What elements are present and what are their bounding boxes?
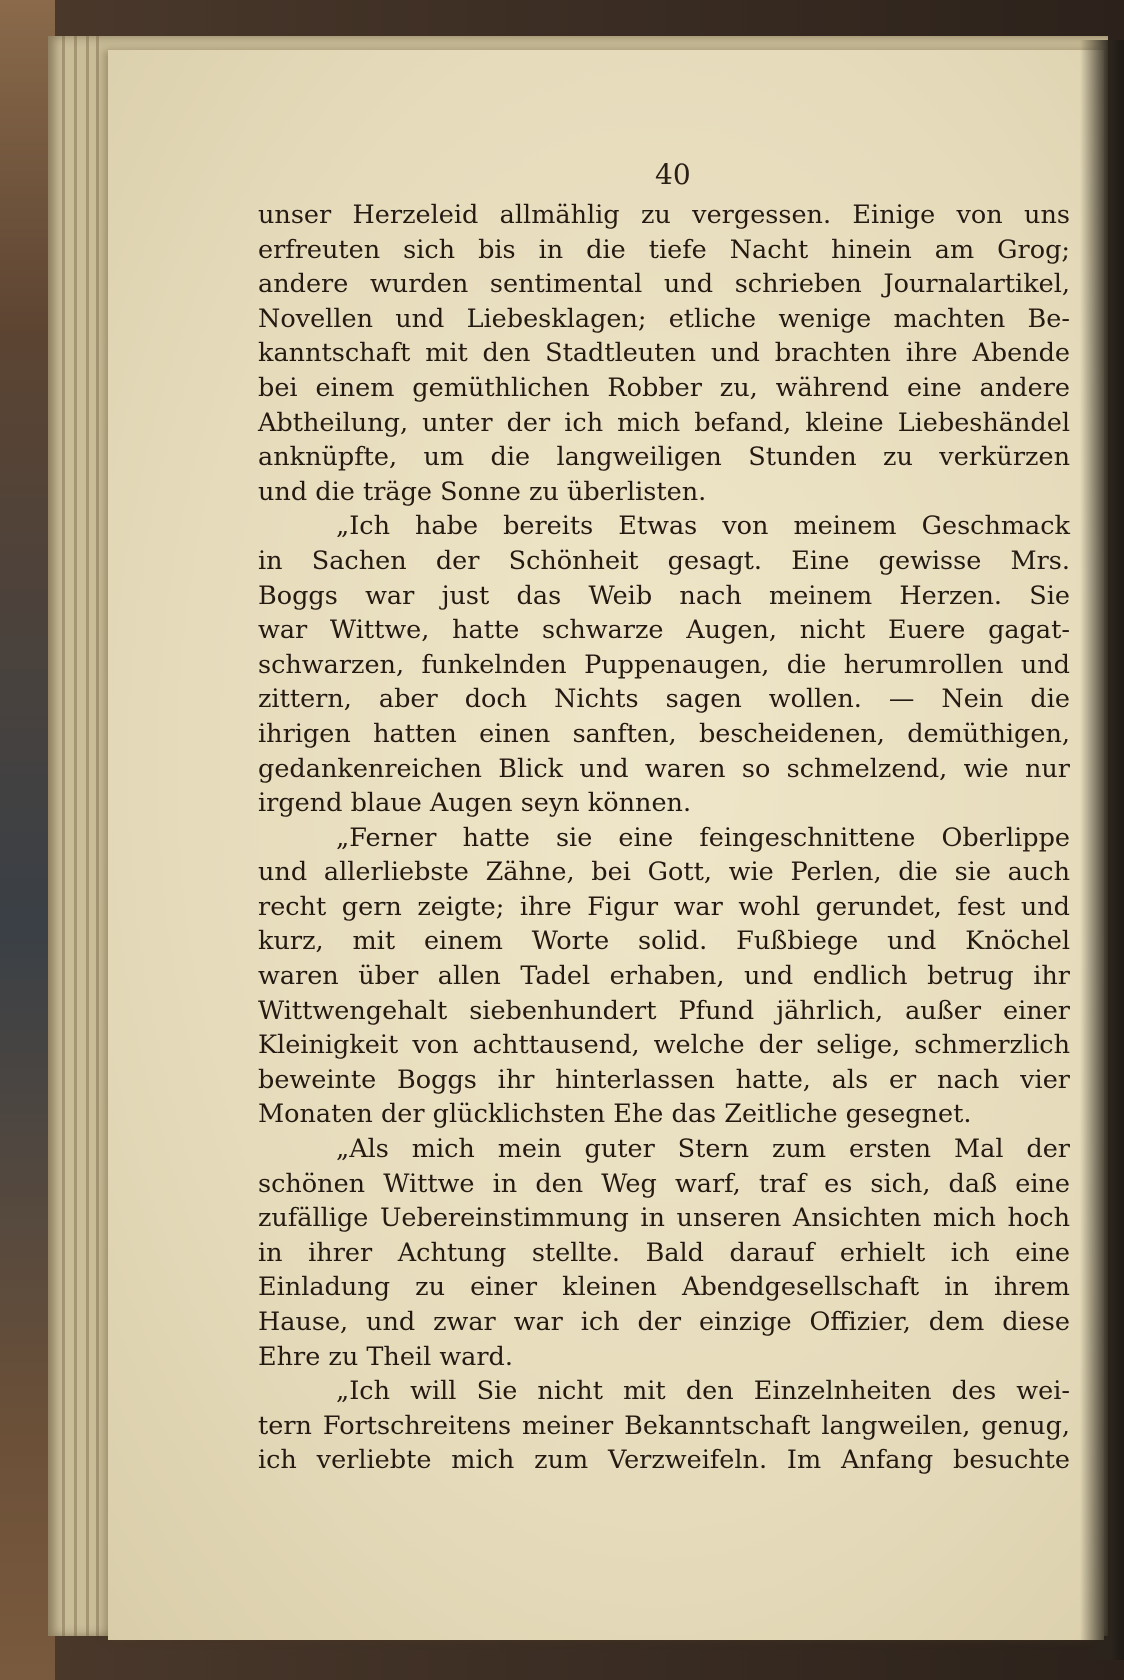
text-line: und allerliebste Zähne, bei Gott, wie Perlen, die sie auch	[258, 857, 1070, 888]
text-line: bei einem gemüthlichen Robber zu, während eine andere	[258, 372, 1070, 403]
text-line: war Wittwe, hatte schwarze Augen, nicht Euere gagat-	[258, 615, 1070, 646]
text-line: Monaten der glücklichsten Ehe das Zeitliche gesegnet.	[258, 1099, 972, 1130]
page-edge-line	[86, 36, 89, 1636]
text-line: Wittwengehalt siebenhundert Pfund jährlich, außer einer	[258, 995, 1070, 1026]
text-line: beweinte Boggs ihr hinterlassen hatte, als er nach vier	[258, 1064, 1070, 1095]
text-line: tern Fortschreitens meiner Bekanntschaft langweilen, genug,	[258, 1410, 1070, 1441]
text-line: schwarzen, funkelnden Puppenaugen, die herumrollen und	[258, 649, 1070, 680]
text-line: und die träge Sonne zu überlisten.	[258, 476, 707, 507]
text-line: „Ferner hatte sie eine feingeschnittene Oberlippe	[336, 822, 1070, 853]
text-line: „Als mich mein guter Stern zum ersten Mal der	[336, 1134, 1070, 1165]
text-line: „Ich habe bereits Etwas von meinem Geschmack	[336, 511, 1070, 542]
text-line: ihrigen hatten einen sanften, bescheidenen, demüthigen,	[258, 718, 1070, 749]
text-line: kanntschaft mit den Stadtleuten und brachten ihre Abende	[258, 338, 1070, 369]
text-line: „Ich will Sie nicht mit den Einzelnheiten des wei-	[336, 1376, 1070, 1407]
text-line: zittern, aber doch Nichts sagen wollen. — Nein die	[258, 684, 1070, 715]
text-line: Abtheilung, unter der ich mich befand, kleine Liebeshändel	[258, 407, 1070, 438]
text-line: schönen Wittwe in den Weg warf, traf es sich, daß eine	[258, 1168, 1070, 1199]
text-line: Hause, und zwar war ich der einzige Offizier, dem diese	[258, 1307, 1070, 1337]
text-line: Novellen und Liebesklagen; etliche wenige machten Be-	[258, 303, 1070, 334]
text-line: erfreuten sich bis in die tiefe Nacht hinein am Grog;	[258, 234, 1070, 265]
text-line: in ihrer Achtung stellte. Bald darauf erhielt ich eine	[258, 1237, 1070, 1268]
text-line: irgend blaue Augen seyn können.	[258, 788, 692, 819]
text-line: unser Herzeleid allmählig zu vergessen. Einige von uns	[258, 200, 1070, 230]
page-edge-line	[62, 36, 65, 1636]
text-line: Einladung zu einer kleinen Abendgesellschaft in ihrem	[258, 1272, 1070, 1303]
text-line: Boggs war just das Weib nach meinem Herzen. Sie	[258, 580, 1070, 611]
text-line: Ehre zu Theil ward.	[258, 1341, 513, 1372]
page-edge-line	[96, 36, 99, 1636]
text-line: in Sachen der Schönheit gesagt. Eine gewisse Mrs.	[258, 545, 1070, 576]
page-text	[258, 198, 1070, 1478]
text-line: andere wurden sentimental und schrieben Journalartikel,	[258, 269, 1070, 300]
text-line: anknüpfte, um die langweiligen Stunden zu verkürzen	[258, 442, 1070, 473]
text-line: ich verliebte mich zum Verzweifeln. Im Anfang besuchte	[258, 1445, 1070, 1476]
text-line: Kleinigkeit von achttausend, welche der selige, schmerzlich	[258, 1030, 1070, 1061]
spine-shadow	[1080, 40, 1124, 1660]
text-line: recht gern zeigte; ihre Figur war wohl gerundet, fest und	[258, 891, 1070, 922]
cover-edge	[0, 0, 55, 1680]
text-line: kurz, mit einem Worte solid. Fußbiege und Knöchel	[258, 926, 1070, 957]
text-line: gedankenreichen Blick und waren so schmelzend, wie nur	[258, 753, 1070, 784]
text-line: waren über allen Tadel erhaben, und endlich betrug ihr	[258, 961, 1070, 992]
page-edge-line	[74, 36, 77, 1636]
page-number: 40	[655, 158, 691, 191]
text-line: zufällige Uebereinstimmung in unseren Ansichten mich hoch	[258, 1203, 1070, 1234]
